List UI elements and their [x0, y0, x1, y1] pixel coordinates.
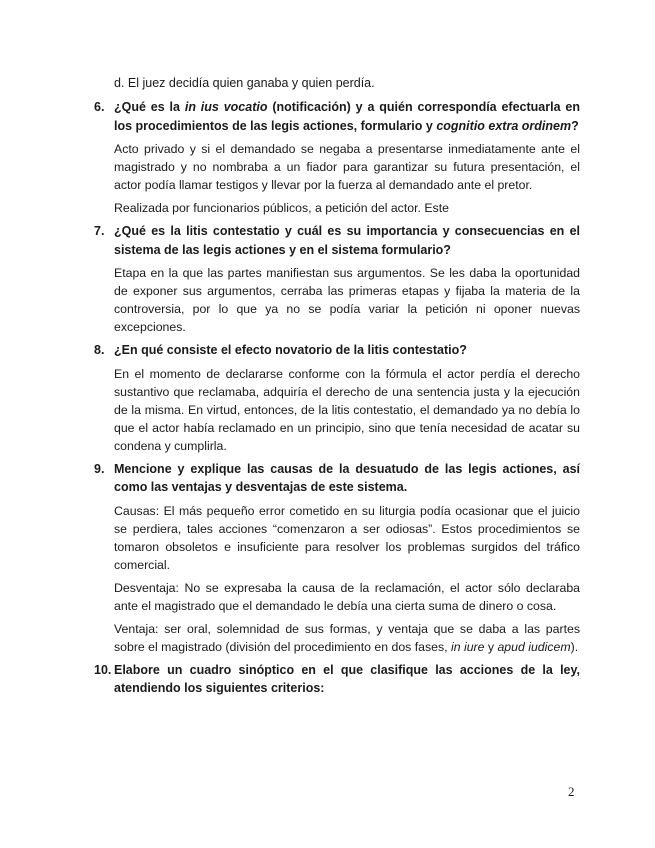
- question-10: [94, 661, 580, 698]
- answer-paragraph: En el momento de declararse conforme con la fórmula el actor perdía el derecho sustantivo que reclamaba, adquiría el derecho de una sentencia justa y la ejecución de la misma. En virtud, entonces, de la litis contestatio, el demandado ya no debía lo que el actor había reclamado en un principio, sino que tenía necesidad de acatar su condena y cumplirla.: [114, 366, 580, 453]
- page-number: 2: [568, 784, 575, 799]
- answer-paragraph: Desventaja: No se expresaba la causa de la reclamación, el actor sólo declaraba ante el magistrado que el demandado le debía una cierta suma de dinero o cosa.: [114, 580, 580, 613]
- list-item-d: d. El juez decidía quien ganaba y quien perdía.: [114, 76, 375, 90]
- question-text-italic: cognitio extra ordinem: [436, 118, 572, 133]
- question-text: Mencione y explique las causas de la desuatudo de las legis actiones, así como las ventajas y desventajas de este sistema.: [114, 461, 580, 494]
- question-6: [94, 98, 580, 135]
- question-number: 6.: [94, 100, 105, 114]
- question-text: ¿Qué es la litis contestatio y cuál es su importancia y consecuencias en el sistema de las legis actiones y en el sistema formulario?: [114, 224, 580, 257]
- answer-text-italic: in iure: [450, 639, 485, 654]
- question-8: [94, 341, 580, 360]
- question-text: ¿Qué es la: [114, 100, 185, 114]
- question-text: ¿En qué consiste el efecto novatorio de la litis contestatio?: [114, 343, 467, 357]
- answer-text: ).: [570, 639, 579, 654]
- answer-paragraph: Realizada por funcionarios públicos, a petición del actor. Este: [114, 201, 449, 215]
- page-content: [94, 74, 580, 703]
- question-text: Elabore un cuadro sinóptico en el que clasifique las acciones de la ley, atendiendo los siguientes criterios:: [114, 662, 580, 695]
- question-7: [94, 222, 580, 259]
- question-number: 7.: [94, 224, 105, 238]
- answer-paragraph: Acto privado y si el demandado se negaba a presentarse inmediatamente ante el magistrado y no nombraba a un fiador para garantizar su futura presentación, el actor podía llamar testigos y llevar por la fuerza al demandado ante el pretor.: [114, 142, 580, 192]
- question-text-italic: in ius vocatio: [184, 100, 268, 114]
- answer-text: y: [484, 639, 498, 654]
- answer-paragraph: Etapa en la que las partes manifiestan sus argumentos. Se les daba la oportunidad de exponer sus argumentos, cerraba las primeras etapas y fijaba la materia de la controversia, por lo que ya no se podía variar la petición ni oponer nuevas excepciones.: [114, 266, 580, 334]
- answer-paragraph: Causas: El más pequeño error cometido en su liturgia podía ocasionar que el juicio se perdiera, tales acciones “comenzaron a ser odiosas”. Estos procedimientos se tomaron obsoletos e insuficiente para resolver los problemas surgidos del tráfico comercial.: [114, 503, 580, 572]
- question-9: [94, 460, 580, 497]
- answer-text: Ventaja: ser oral, solemnidad de sus formas, y ventaja que se daba a las partes sobre el magistrado (división del procedimiento en dos fases,: [114, 621, 580, 654]
- question-text: ?: [571, 118, 579, 133]
- question-text: (notificación) y a quién correspondía efectuarla en los procedimientos de las legis actiones, formulario y: [114, 100, 580, 133]
- question-number: 8.: [94, 343, 105, 357]
- answer-text-italic: apud iudicem: [497, 639, 571, 654]
- answer-paragraph: [94, 620, 580, 656]
- question-number: 9.: [94, 461, 105, 476]
- question-number: 10.: [94, 662, 112, 677]
